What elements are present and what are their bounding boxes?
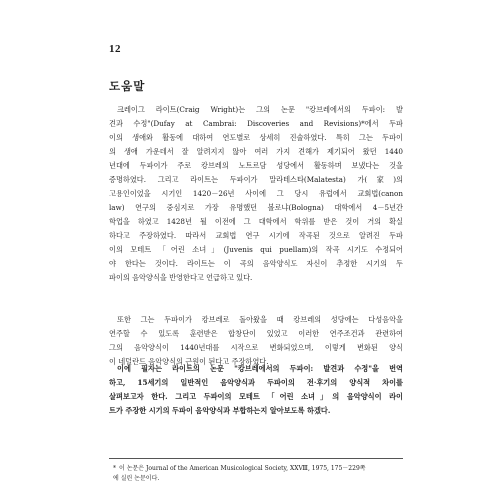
paragraph-line: 증명하였다. 그리고 라이트는 두파이가 말라테스타(Malatesta) 가(家)의 (109, 175, 403, 184)
paragraph-line: 이 네덜란드 음악양식의 근원이 된다고 주장하였다. (109, 357, 269, 366)
footnote-divider (109, 458, 403, 459)
footnote (113, 464, 403, 484)
paragraph-line: 의 생애 가운데서 잘 알려지지 않아 여러 가지 견해가 제기되어 왔던 1440 (109, 147, 403, 156)
paragraph-line: 년대에 두파이가 주로 캉브레의 노트르담 성당에서 활동하며 보냈다는 것을 (109, 161, 403, 170)
paragraph-line: 학업을 하였고 1428년 될 이전에 그 대학에서 학위를 받은 것이 거의 확실 (109, 217, 403, 226)
footnote-line: 에 실린 논문이다. (113, 475, 160, 482)
page-number: 12 (109, 43, 121, 55)
paragraph-line: 그의 음악양식이 1440년대를 시작으로 변화되었으며, 이렇게 변화된 양식 (109, 343, 403, 352)
paragraph-line: law) 연구의 중심지로 가장 유명했던 볼로냐(Bologna) 대학에서 4－5년간 (109, 203, 403, 212)
paragraph-line: 야 한다는 것이다. 라이트는 이 곡의 음악양식도 자신이 추정한 시기의 두 (109, 259, 403, 268)
paragraph-line: 또한 그는 두파이가 캉브레로 돌아왔을 때 캉브레의 성당에는 다성음악을 (117, 315, 403, 324)
paragraph-line: 이의 모테트 「어린 소녀」(Juvenis qui puellam)의 작곡 시기도 수정되어 (109, 245, 403, 254)
paragraph-3 (109, 362, 403, 418)
paragraph-line: 고용인이었을 시기인 1420－26년 사이에 그 당시 유럽에서 교회법(canon (109, 189, 403, 198)
paragraph-line: 이에 필자는 라이트의 논문 "캉브레에서의 두파이: 발견과 수정"을 번역 (117, 364, 403, 373)
paragraph-line: 파이의 음악양식을 반영한다고 언급하고 있다. (109, 273, 253, 282)
footnote-line (113, 464, 403, 474)
paragraph-line: 하고, 15세기의 일반적인 음악양식과 두파이의 전·후기의 양식적 차이를 (109, 378, 403, 387)
paragraph-line: 연주할 수 있도록 훈련받은 합창단이 있었고 이러한 연주조건과 관련하여 (109, 329, 403, 338)
paragraph-line: 이의 생애와 활동에 대하여 연도별로 상세히 진술하였다. 특히 그는 두파이 (109, 133, 403, 142)
paragraph-line: 트가 주장한 시기의 두파이 음악양식과 부합하는지 알아보도록 하겠다. (109, 406, 331, 415)
paragraph-line: 살펴보고자 한다. 그리고 두파이의 모테트 「어린 소녀」의 음악양식이 라이 (109, 392, 403, 401)
paragraph-2 (109, 313, 403, 369)
section-heading: 도움말 (109, 79, 146, 93)
paragraph-line: 하다고 주장하였다. 따라서 교회법 연구 시기에 작곡된 것으로 알려진 두파 (109, 231, 403, 240)
paragraph-line: 견과 수정"(Dufay at Cambrai: Discoveries and Revisions)*에서 두파 (109, 119, 403, 128)
paragraph-1 (109, 103, 403, 285)
paragraph-line: 크레이그 라이트(Craig Wright)는 그의 논문 "캉브레에서의 두파이: 발 (117, 105, 403, 114)
footnote-marker: * (113, 465, 116, 472)
footnote-text: 이 논문은 Journal of the American Musicological Society, ⅩⅩⅧ, 1975, 175－229쪽 (119, 465, 366, 472)
